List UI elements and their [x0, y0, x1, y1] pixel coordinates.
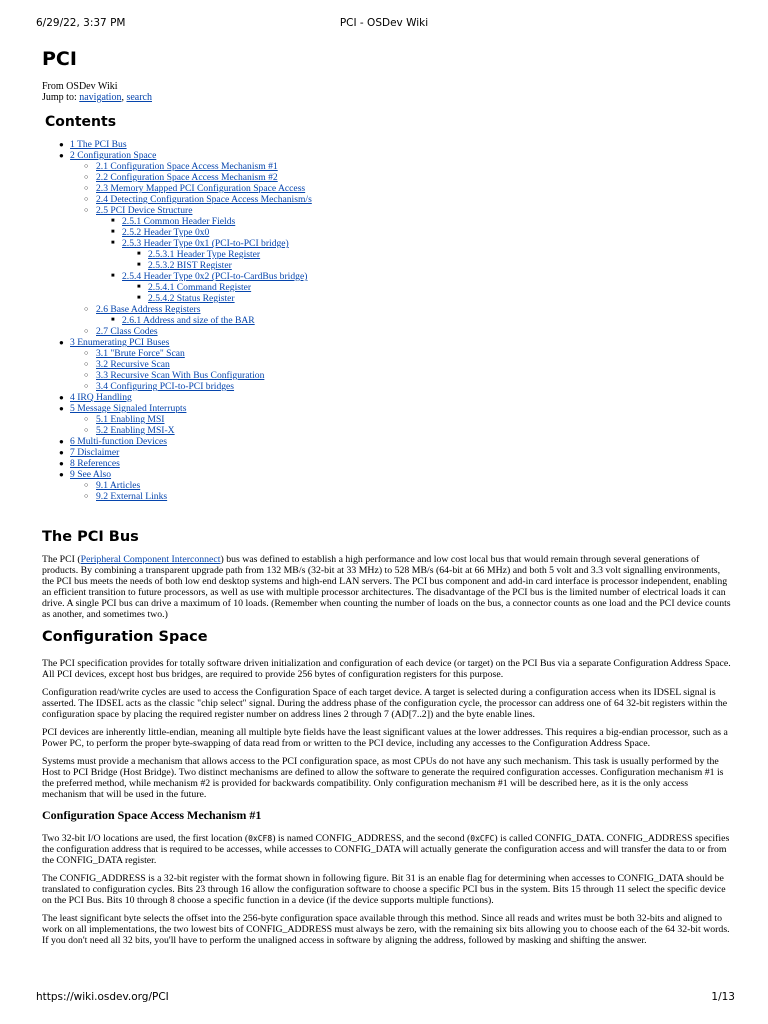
toc-bullet: ●	[59, 459, 64, 468]
toc-bullet: ■	[137, 251, 141, 257]
toc-bullet: ●	[59, 140, 64, 149]
toc-item	[42, 205, 732, 216]
toc-link[interactable]: 6 Multi-function Devices	[70, 436, 167, 447]
toc-link[interactable]: 2.7 Class Codes	[96, 326, 158, 337]
jump-navigation-link[interactable]: navigation	[79, 92, 122, 103]
mech1-paragraph-2: The CONFIG_ADDRESS is a 32-bit register with the format shown in following figure. Bit 31 is an enable flag for determining when accesses to CONFIG_DATA should be translated to configuration cycles. Bits 23 through 16 allow the configuration software to choose a specific PCI bus in the system. Bits 15 through 11 select the specific device on the PCI Bus. Bits 10 through 8 choose a specific function in a device (if the device supports multiple functions).	[42, 873, 726, 906]
toc-link[interactable]: 2.5.3.2 BIST Register	[148, 260, 232, 271]
mech1-text-a: Two 32-bit I/O locations are used, the first location (	[42, 833, 249, 844]
toc-item	[42, 403, 732, 414]
toc-link[interactable]: 5 Message Signaled Interrupts	[70, 403, 187, 414]
config-space-paragraph-3: PCI devices are inherently little-endian, meaning all multiple byte fields have the least significant values at the lower addresses. This requires a big-endian processor, such as a Power PC, to perform the proper byte-swapping of data read from or written to the PCI device, including any accesses to the Configuration Address Space.	[42, 727, 728, 749]
toc-bullet: ●	[59, 151, 64, 160]
toc-item	[42, 150, 732, 161]
toc-item	[42, 447, 732, 458]
toc-item	[42, 458, 732, 469]
jump-search-link[interactable]: search	[126, 92, 152, 103]
jump-separator: ,	[121, 92, 127, 103]
toc-link[interactable]: 2.5.4 Header Type 0x2 (PCI-to-CardBus bridge)	[122, 271, 308, 282]
mech1-paragraph-1	[42, 833, 732, 866]
toc-bullet: ■	[111, 317, 115, 323]
toc-bullet: ●	[59, 393, 64, 402]
toc-link[interactable]: 2.1 Configuration Space Access Mechanism #1	[96, 161, 278, 172]
toc-link[interactable]: 2.5.1 Common Header Fields	[122, 216, 236, 227]
toc-bullet: ■	[111, 218, 115, 224]
pci-bus-text-post: ) bus was defined to establish a high performance and low cost local bus that would remain through several generations of products. By combining a transparent upgrade path from 132 MB/s (32-bit at 33 MHz) to 528 MB/s (64-bit at 66 MHz) and both 5 volt and 3.3 volt signalling environments, the PCI bus meets the needs of both low end desktop systems and high-end LAN servers. The PCI bus component and add-in card interface is processor independent, enabling an efficient transition to future processors, as well as use with multiple processor architectures. The disadvantage of the PCI bus is the limited number of electrical loads it can drive. A single PCI bus can drive a maximum of 10 loads. (Remember when counting the number of loads on the bus, a connector counts as one load and the PCI device counts as another, and sometimes two.)	[42, 554, 731, 620]
print-page-number: 1/13	[711, 991, 735, 1003]
toc-bullet: ■	[111, 273, 115, 279]
section-heading-pci-bus: The PCI Bus	[42, 529, 139, 545]
table-of-contents	[42, 139, 732, 502]
site-sub: From OSDev Wiki	[42, 81, 118, 92]
config-address-port: 0xCF8	[248, 834, 273, 843]
toc-bullet: ■	[137, 284, 141, 290]
toc-bullet: ●	[59, 338, 64, 347]
toc-bullet: ○	[84, 426, 89, 434]
toc-link[interactable]: 4 IRQ Handling	[70, 392, 132, 403]
toc-bullet: ■	[111, 229, 115, 235]
toc-link[interactable]: 2.5 PCI Device Structure	[96, 205, 193, 216]
toc-bullet: ○	[84, 173, 89, 181]
toc-item	[42, 414, 732, 425]
toc-link[interactable]: 2.2 Configuration Space Access Mechanism #2	[96, 172, 278, 183]
toc-item	[42, 216, 732, 227]
print-url: https://wiki.osdev.org/PCI	[36, 991, 169, 1003]
toc-link[interactable]: 2.5.2 Header Type 0x0	[122, 227, 210, 238]
toc-bullet: ●	[59, 437, 64, 446]
toc-item	[42, 282, 732, 293]
toc-title: Contents	[45, 114, 117, 130]
toc-link[interactable]: 3.2 Recursive Scan	[96, 359, 170, 370]
toc-link[interactable]: 9.1 Articles	[96, 480, 141, 491]
toc-link[interactable]: 9 See Also	[70, 469, 112, 480]
mech1-text-b: ) is named CONFIG_ADDRESS, and the second (	[272, 833, 471, 844]
toc-link[interactable]: 3.1 "Brute Force" Scan	[96, 348, 185, 359]
toc-bullet: ○	[84, 349, 89, 357]
toc-link[interactable]: 2 Configuration Space	[70, 150, 157, 161]
toc-item	[42, 315, 732, 326]
toc-link[interactable]: 3.3 Recursive Scan With Bus Configuration	[96, 370, 265, 381]
toc-item	[42, 326, 732, 337]
toc-bullet: ●	[59, 404, 64, 413]
toc-link[interactable]: 3 Enumerating PCI Buses	[70, 337, 170, 348]
section-heading-config-space: Configuration Space	[42, 629, 208, 645]
toc-item	[42, 436, 732, 447]
toc-link[interactable]: 2.5.4.1 Command Register	[148, 282, 252, 293]
config-space-paragraph-2: Configuration read/write cycles are used to access the Configuration Space of each target device. A target is selected during a configuration access when its IDSEL signal is asserted. The IDSEL acts as the classic "chip select" signal. During the address phase of the configuration cycle, the processor can address one of 64 32-bit registers within the configuration space by placing the required register number on address lines 2 through 7 (AD[7..2]) and the byte enable lines.	[42, 687, 728, 720]
toc-item	[42, 260, 732, 271]
toc-bullet: ○	[84, 360, 89, 368]
toc-bullet: ■	[137, 262, 141, 268]
toc-item	[42, 238, 732, 249]
toc-bullet: ○	[84, 382, 89, 390]
toc-link[interactable]: 2.5.3 Header Type 0x1 (PCI-to-PCI bridge)	[122, 238, 289, 249]
toc-bullet: ○	[84, 492, 89, 500]
toc-bullet: ○	[84, 305, 89, 313]
toc-item	[42, 469, 732, 480]
jump-prefix: Jump to:	[42, 92, 80, 103]
toc-bullet: ○	[84, 481, 89, 489]
toc-item	[42, 304, 732, 315]
toc-link[interactable]: 2.3 Memory Mapped PCI Configuration Space Access	[96, 183, 306, 194]
toc-item	[42, 227, 732, 238]
toc-link[interactable]: 2.4 Detecting Configuration Space Access Mechanism/s	[96, 194, 312, 205]
toc-bullet: ■	[137, 295, 141, 301]
toc-item	[42, 172, 732, 183]
config-data-port: 0xCFC	[470, 834, 495, 843]
toc-bullet: ●	[59, 448, 64, 457]
toc-link[interactable]: 2.5.4.2 Status Register	[148, 293, 235, 304]
toc-item	[42, 161, 732, 172]
section-heading-mech1: Configuration Space Access Mechanism #1	[42, 808, 262, 822]
toc-item	[42, 337, 732, 348]
toc-item	[42, 194, 732, 205]
toc-link[interactable]: 2.5.3.1 Header Type Register	[148, 249, 261, 260]
config-space-paragraph-1: The PCI specification provides for totally software driven initialization and configuration of each device (or target) on the PCI Bus via a separate Configuration Address Space. All PCI devices, except host bus bridges, are required to provide 256 bytes of configuration registers for this purpose.	[42, 658, 731, 680]
toc-item	[42, 480, 732, 491]
pci-bus-paragraph	[42, 554, 732, 620]
toc-bullet: ○	[84, 206, 89, 214]
toc-item	[42, 381, 732, 392]
pci-bus-text-pre: The PCI (	[42, 554, 81, 565]
toc-link[interactable]: 1 The PCI Bus	[70, 139, 127, 150]
toc-bullet: ○	[84, 162, 89, 170]
toc-item	[42, 359, 732, 370]
toc-item	[42, 370, 732, 381]
mech1-text-c: ) is called CONFIG_DATA. CONFIG_ADDRESS specifies the configuration address that is required to be accesses, while accesses to CONFIG_DATA will actually generate the configuration access and will transfer the data to or from the CONFIG_DATA register.	[42, 833, 730, 866]
toc-item	[42, 491, 732, 502]
toc-link[interactable]: 5.2 Enabling MSI-X	[96, 425, 175, 436]
toc-item	[42, 348, 732, 359]
toc-link[interactable]: 7 Disclaimer	[70, 447, 120, 458]
toc-item	[42, 293, 732, 304]
toc-item	[42, 271, 732, 282]
toc-bullet: ○	[84, 184, 89, 192]
toc-item	[42, 183, 732, 194]
toc-link[interactable]: 9.2 External Links	[96, 491, 168, 502]
toc-link[interactable]: 2.6.1 Address and size of the BAR	[122, 315, 255, 326]
toc-bullet: ■	[111, 240, 115, 246]
toc-item	[42, 249, 732, 260]
toc-bullet: ○	[84, 195, 89, 203]
toc-link[interactable]: 3.4 Configuring PCI-to-PCI bridges	[96, 381, 235, 392]
mech1-paragraph-3: The least significant byte selects the offset into the 256-byte configuration space available through this method. Since all reads and writes must be both 32-bits and aligned to work on all implementations, the two lowest bits of CONFIG_ADDRESS must always be zero, with the remaining six bits allowing you to choose each of the 64 32-bit words. If you don't need all 32 bits, you'll have to perform the unaligned access in software by aligning the address, followed by masking and shifting the answer.	[42, 913, 730, 946]
config-space-paragraph-4: Systems must provide a mechanism that allows access to the PCI configuration space, as most CPUs do not have any such mechanism. This task is usually performed by the Host to PCI Bridge (Host Bridge). Two distinct mechanisms are defined to allow the software to generate the required configuration accesses. Configuration mechanism #1 is the preferred method, while mechanism #2 is provided for backwards compatibility. Only configuration mechanism #1 will be described here, as it is the only access mechanism that will be used in the future.	[42, 756, 724, 800]
article-content	[42, 47, 732, 946]
toc-item	[42, 392, 732, 403]
toc-bullet: ○	[84, 371, 89, 379]
toc-bullet: ●	[59, 470, 64, 479]
print-header	[0, 17, 768, 31]
page-title: PCI	[42, 48, 77, 70]
jump-to	[42, 92, 732, 103]
pci-wikipedia-link[interactable]: Peripheral Component Interconnect	[80, 554, 221, 565]
toc-item	[42, 425, 732, 436]
toc-bullet: ○	[84, 327, 89, 335]
print-page-title: PCI - OSDev Wiki	[339, 17, 429, 29]
toc-link[interactable]: 2.6 Base Address Registers	[96, 304, 201, 315]
print-datetime: 6/29/22, 3:37 PM	[36, 17, 126, 29]
toc-link[interactable]: 5.1 Enabling MSI	[96, 414, 165, 425]
toc-link[interactable]: 8 References	[70, 458, 120, 469]
toc-item	[42, 139, 732, 150]
toc-bullet: ○	[84, 415, 89, 423]
